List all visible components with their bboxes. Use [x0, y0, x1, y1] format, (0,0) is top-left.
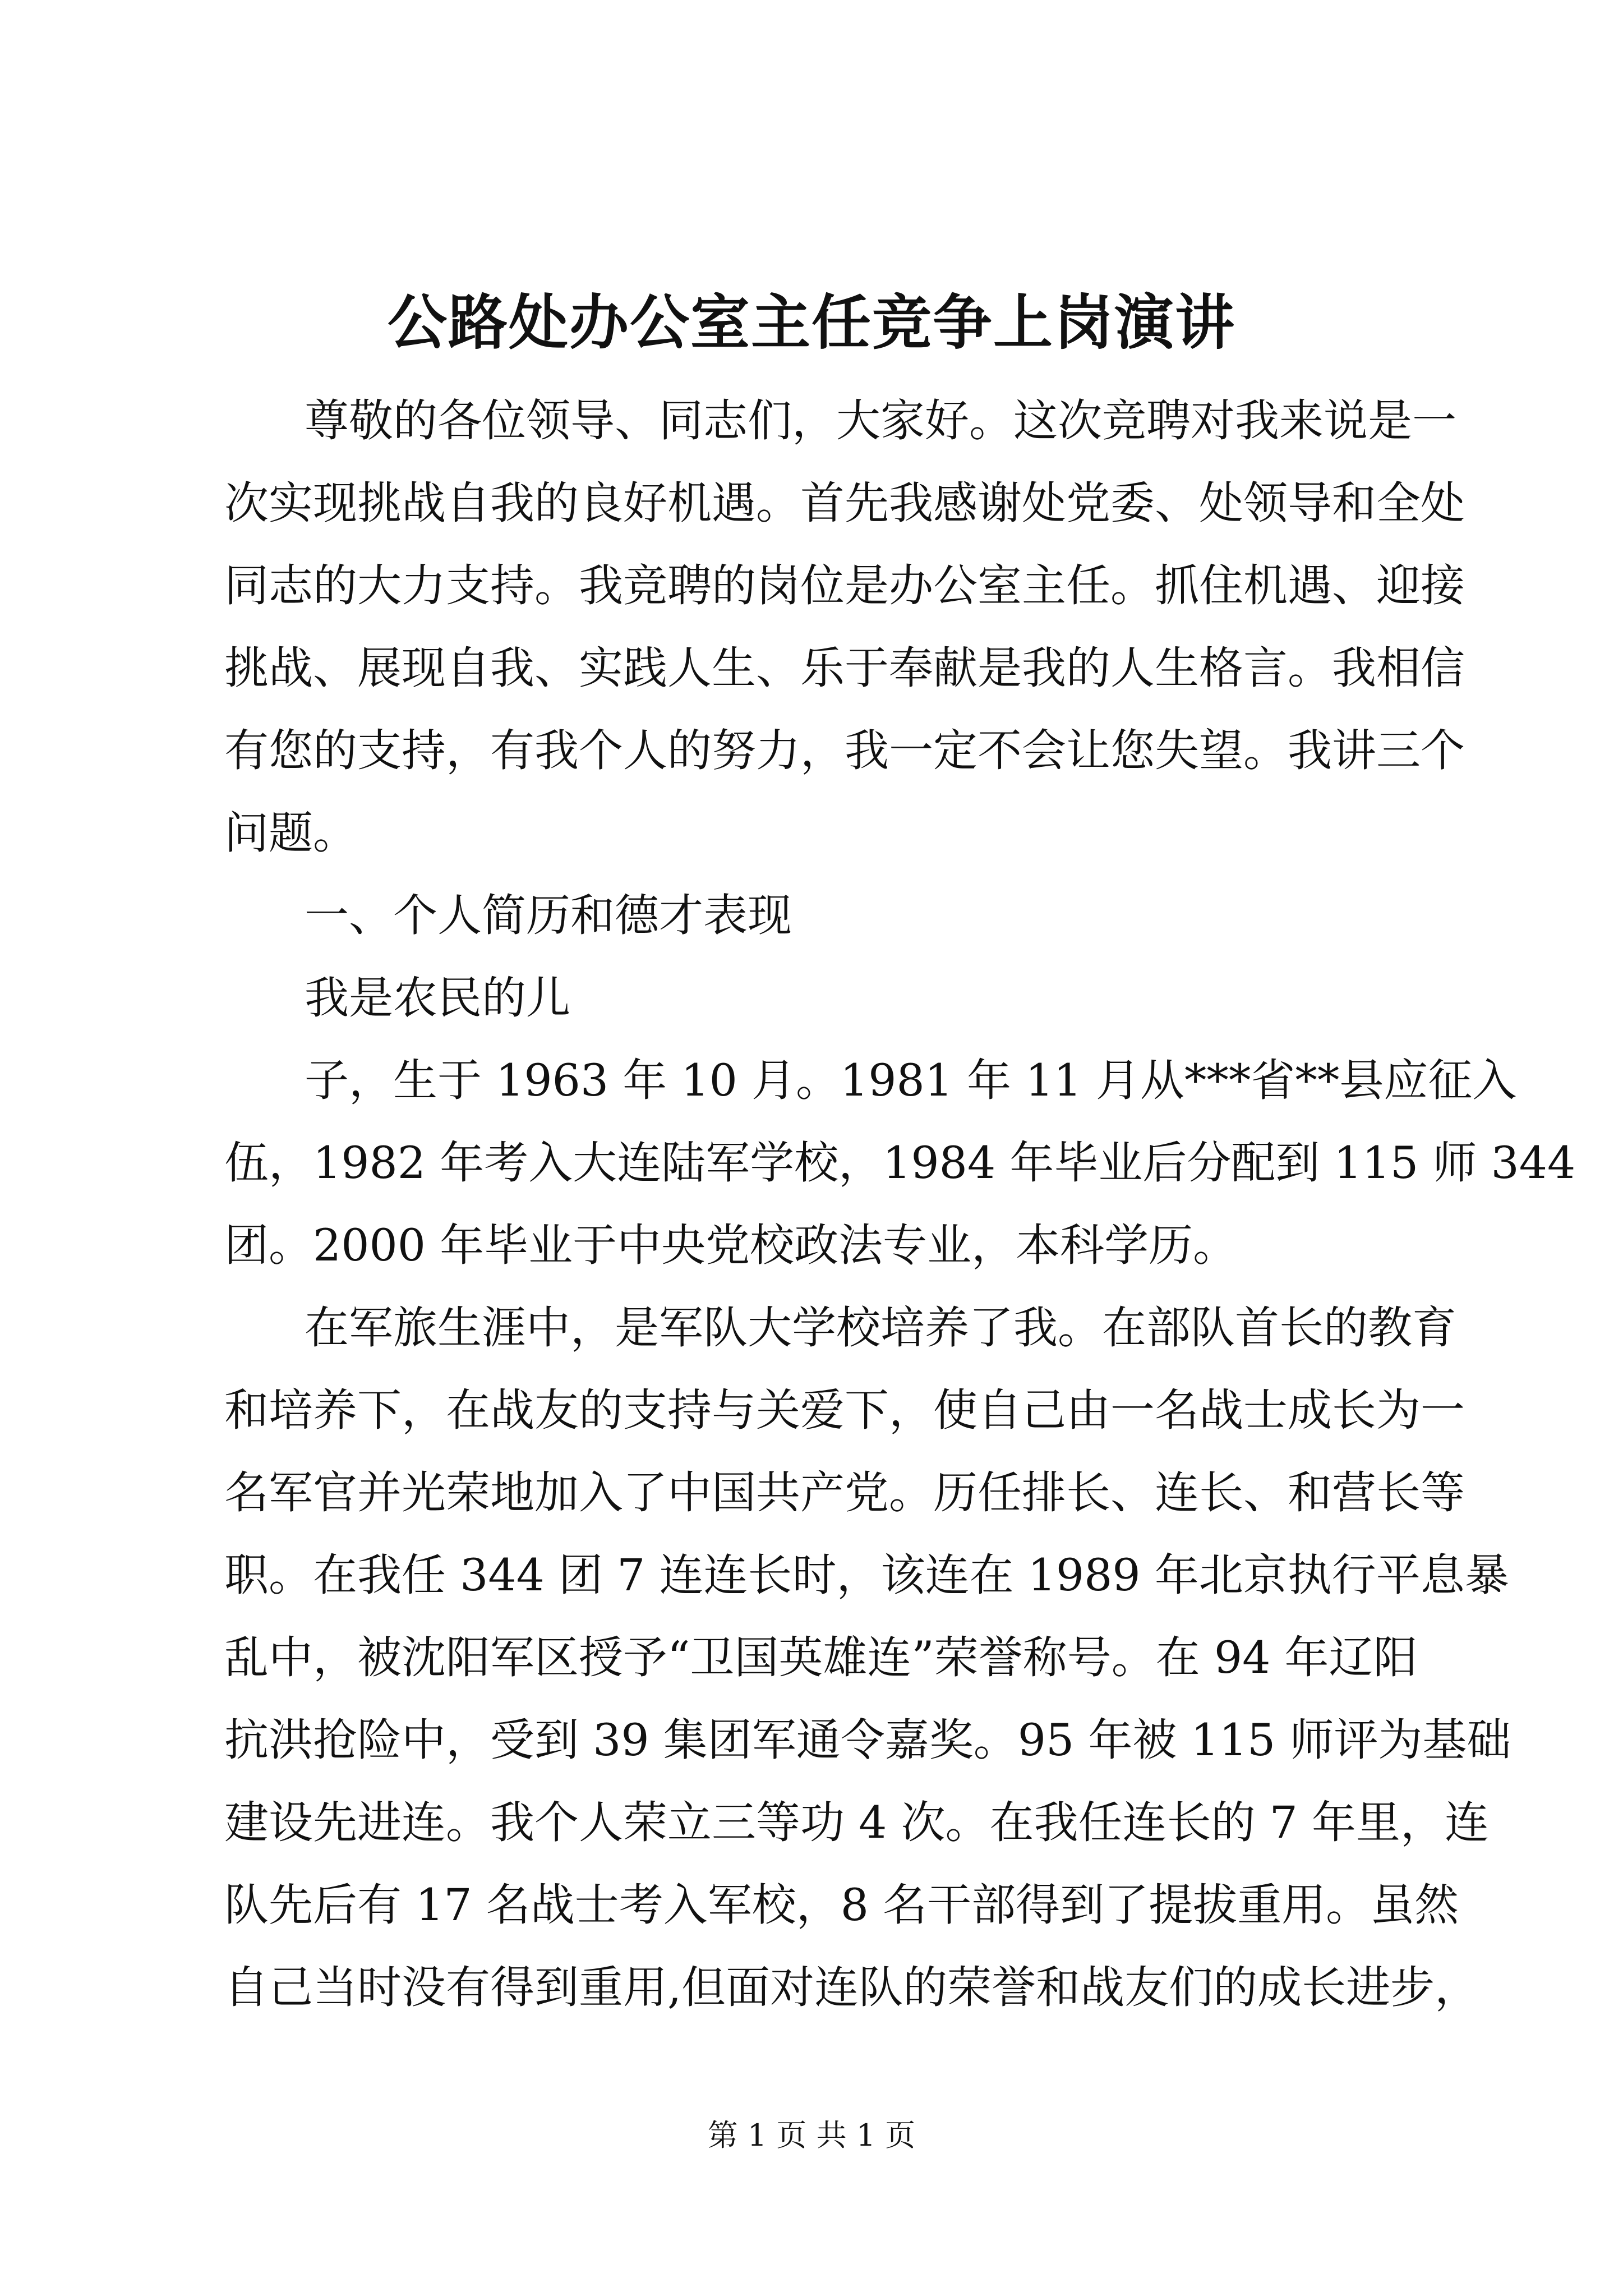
paragraph-line: 同志的大力支持。我竞聘的岗位是办公室主任。抓住机遇、迎接 — [224, 560, 1465, 611]
section-heading: 一、个人简历和德才表现 — [305, 890, 792, 941]
page-footer: 第 1 页 共 1 页 — [707, 2118, 916, 2153]
paragraph-line: 职。在我任 344 团 7 连连长时，该连在 1989 年北京执行平息暴 — [224, 1549, 1509, 1601]
paragraph-line: 次实现挑战自我的良好机遇。首先我感谢处党委、处领导和全处 — [224, 477, 1465, 529]
paragraph-line: 队先后有 17 名战士考入军校，8 名干部得到了提拔重用。虽然 — [224, 1879, 1459, 1931]
paragraph-line: 自己当时没有得到重用,但面对连队的荣誉和战友们的成长进步， — [224, 1962, 1479, 2013]
paragraph-line: 团。2000 年毕业于中央党校政法专业，本科学历。 — [224, 1220, 1238, 1271]
paragraph-line: 我是农民的儿 — [305, 972, 570, 1024]
paragraph-line: 建设先进连。我个人荣立三等功 4 次。在我任连长的 7 年里，连 — [224, 1797, 1489, 1848]
paragraph-line: 和培养下，在战友的支持与关爱下，使自己由一名战士成长为一 — [224, 1384, 1465, 1436]
paragraph-line: 子，生于 1963 年 10 月。1981 年 11 月从***省**县应征入 — [305, 1055, 1517, 1106]
paragraph-line: 伍，1982 年考入大连陆军学校，1984 年毕业后分配到 115 师 344 — [224, 1137, 1576, 1189]
paragraph-line: 问题。 — [224, 807, 357, 859]
paragraph-line: 挑战、展现自我、实践人生、乐于奉献是我的人生格言。我相信 — [224, 642, 1465, 694]
paragraph-line: 尊敬的各位领导、同志们，大家好。这次竞聘对我来说是一 — [305, 395, 1456, 447]
document-title: 公路处办公室主任竞争上岗演讲 — [388, 287, 1235, 357]
paragraph-line: 在军旅生涯中，是军队大学校培养了我。在部队首长的教育 — [305, 1302, 1456, 1354]
paragraph-line: 有您的支持，有我个人的努力，我一定不会让您失望。我讲三个 — [224, 725, 1465, 776]
paragraph-line: 乱中，被沈阳军区授予“卫国英雄连”荣誉称号。在 94 年辽阳 — [224, 1632, 1418, 1683]
paragraph-line: 名军官并光荣地加入了中国共产党。历任排长、连长、和营长等 — [224, 1467, 1465, 1519]
paragraph-line: 抗洪抢险中，受到 39 集团军通令嘉奖。95 年被 115 师评为基础 — [224, 1714, 1511, 1766]
